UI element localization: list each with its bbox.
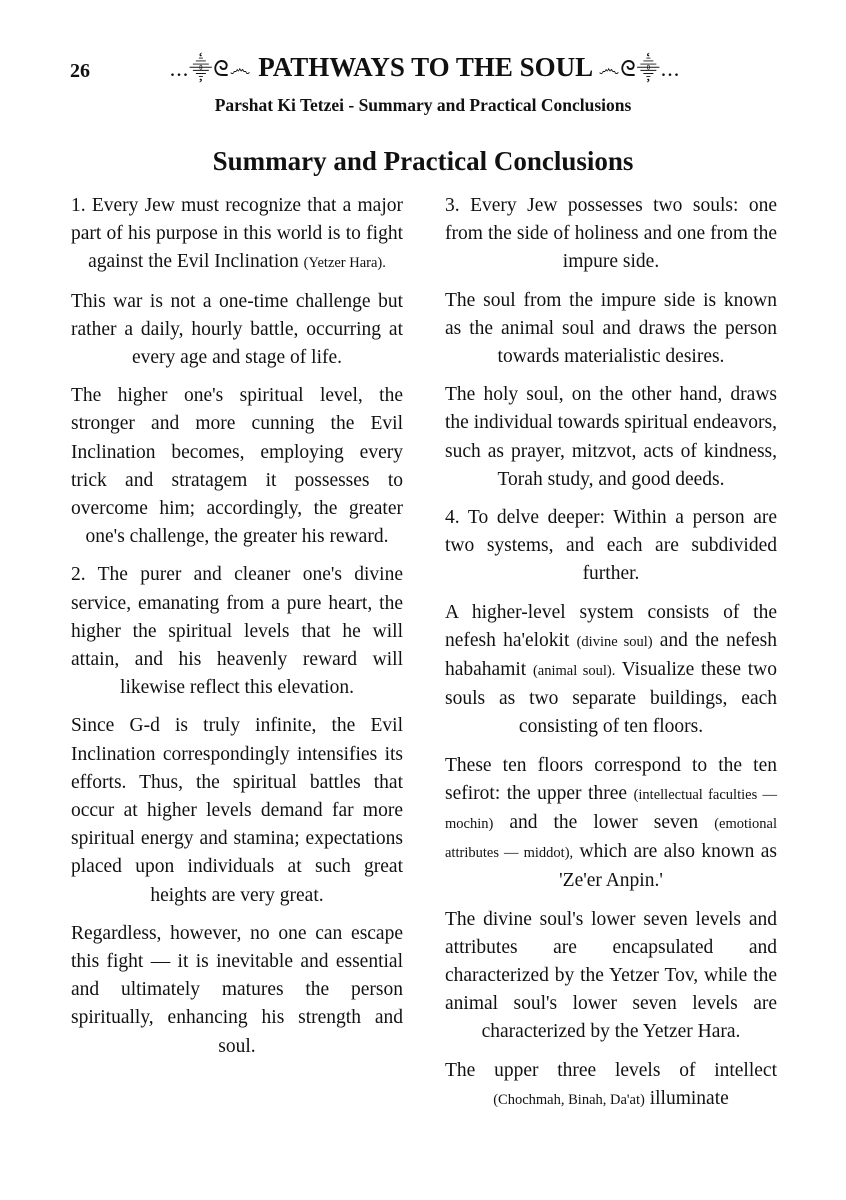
paragraph: Since G-d is truly infinite, the Evil Inclination correspondingly intensifies its efforts. Thus, the spiritual battles that occur at higher levels demand far more spiritual energy and stamina; expectations placed upon individuals at such great heights are very great. bbox=[71, 715, 403, 906]
chapter-subtitle: Parshat Ki Tetzei - Summary and Practical Conclusions bbox=[214, 95, 632, 115]
paragraph-text: 1. Every Jew must recognize that a major part of his purpose in this world is to fight against the Evil Inclination bbox=[71, 195, 403, 273]
page-title: Summary and Practical Conclusions bbox=[212, 146, 634, 176]
paragraph bbox=[445, 752, 777, 896]
paragraph bbox=[445, 599, 777, 742]
paragraph-note: (Chochmah, Binah, Da'at) bbox=[493, 1091, 645, 1108]
running-title: PATHWAYS TO THE SOUL bbox=[258, 52, 592, 82]
paragraph-text: which are also known as 'Ze'er Anpin.' bbox=[559, 841, 777, 892]
paragraph: The holy soul, on the other hand, draws the individual towards spiritual endeavors, such as prayer, mitzvot, acts of kindness, Torah study, and good deeds. bbox=[445, 384, 777, 490]
paragraph: This war is not a one-time challenge but rather a daily, hourly battle, occurring at every age and stage of life. bbox=[71, 290, 403, 369]
right-column bbox=[445, 192, 777, 1124]
paragraph: The divine soul's lower seven levels and attributes are encapsulated and characterized by the Yetzer Tov, while the animal soul's lower seven levels are characterized by the Yetzer Hara. bbox=[445, 908, 777, 1043]
left-flourish: ...⸎ᘓ෴ bbox=[169, 56, 252, 81]
paragraph-text: and the nefesh habahamit bbox=[445, 629, 778, 681]
paragraph-text: The upper three levels of intellect bbox=[445, 1059, 777, 1081]
running-head bbox=[130, 52, 720, 83]
paragraph: Regardless, however, no one can escape this fight — it is inevitable and essential and ultimately matures the person spiritually, enhancing his strength and soul. bbox=[71, 922, 403, 1057]
paragraph-text: Visualize these two souls as two separate buildings, each consisting of ten floors. bbox=[445, 659, 777, 738]
paragraph: 4. To delve deeper: Within a person are two systems, and each are subdivided further. bbox=[445, 507, 777, 585]
paragraph-note: (divine soul) bbox=[576, 633, 653, 650]
right-flourish: ෴ᘓ⸎... bbox=[598, 56, 681, 81]
paragraph-note: (emotional attributes — middot), bbox=[445, 816, 778, 862]
paragraph-text: A higher-level system consists of the nefesh ha'elokit bbox=[445, 601, 777, 651]
left-column bbox=[71, 192, 403, 1071]
paragraph-text: and the lower seven bbox=[509, 812, 699, 834]
paragraph: The higher one's spiritual level, the stronger and more cunning the Evil Inclination becomes, employing every trick and stratagem it possesses to overcome him; accordingly, the greater one's challenge, the greater his reward. bbox=[71, 385, 403, 548]
paragraph bbox=[445, 1057, 777, 1114]
paragraph bbox=[71, 192, 403, 278]
paragraph-text: These ten floors correspond to the ten sefirot: the upper three bbox=[445, 754, 777, 804]
paragraph-note: (animal soul). bbox=[532, 663, 616, 680]
paragraph-text: illuminate bbox=[649, 1087, 729, 1109]
paragraph-note: (Yetzer Hara). bbox=[303, 255, 386, 272]
paragraph: The soul from the impure side is known as the animal soul and draws the person towards materialistic desires. bbox=[445, 289, 777, 368]
page-number: 26 bbox=[70, 60, 90, 82]
paragraph: 2. The purer and cleaner one's divine service, emanating from a pure heart, the higher the spiritual levels that he will attain, and his heavenly reward will likewise reflect this elevation. bbox=[71, 564, 403, 699]
paragraph-note: (intellectual faculties — mochin) bbox=[445, 786, 778, 833]
paragraph: 3. Every Jew possesses two souls: one from the side of holiness and one from the impure side. bbox=[445, 195, 777, 273]
